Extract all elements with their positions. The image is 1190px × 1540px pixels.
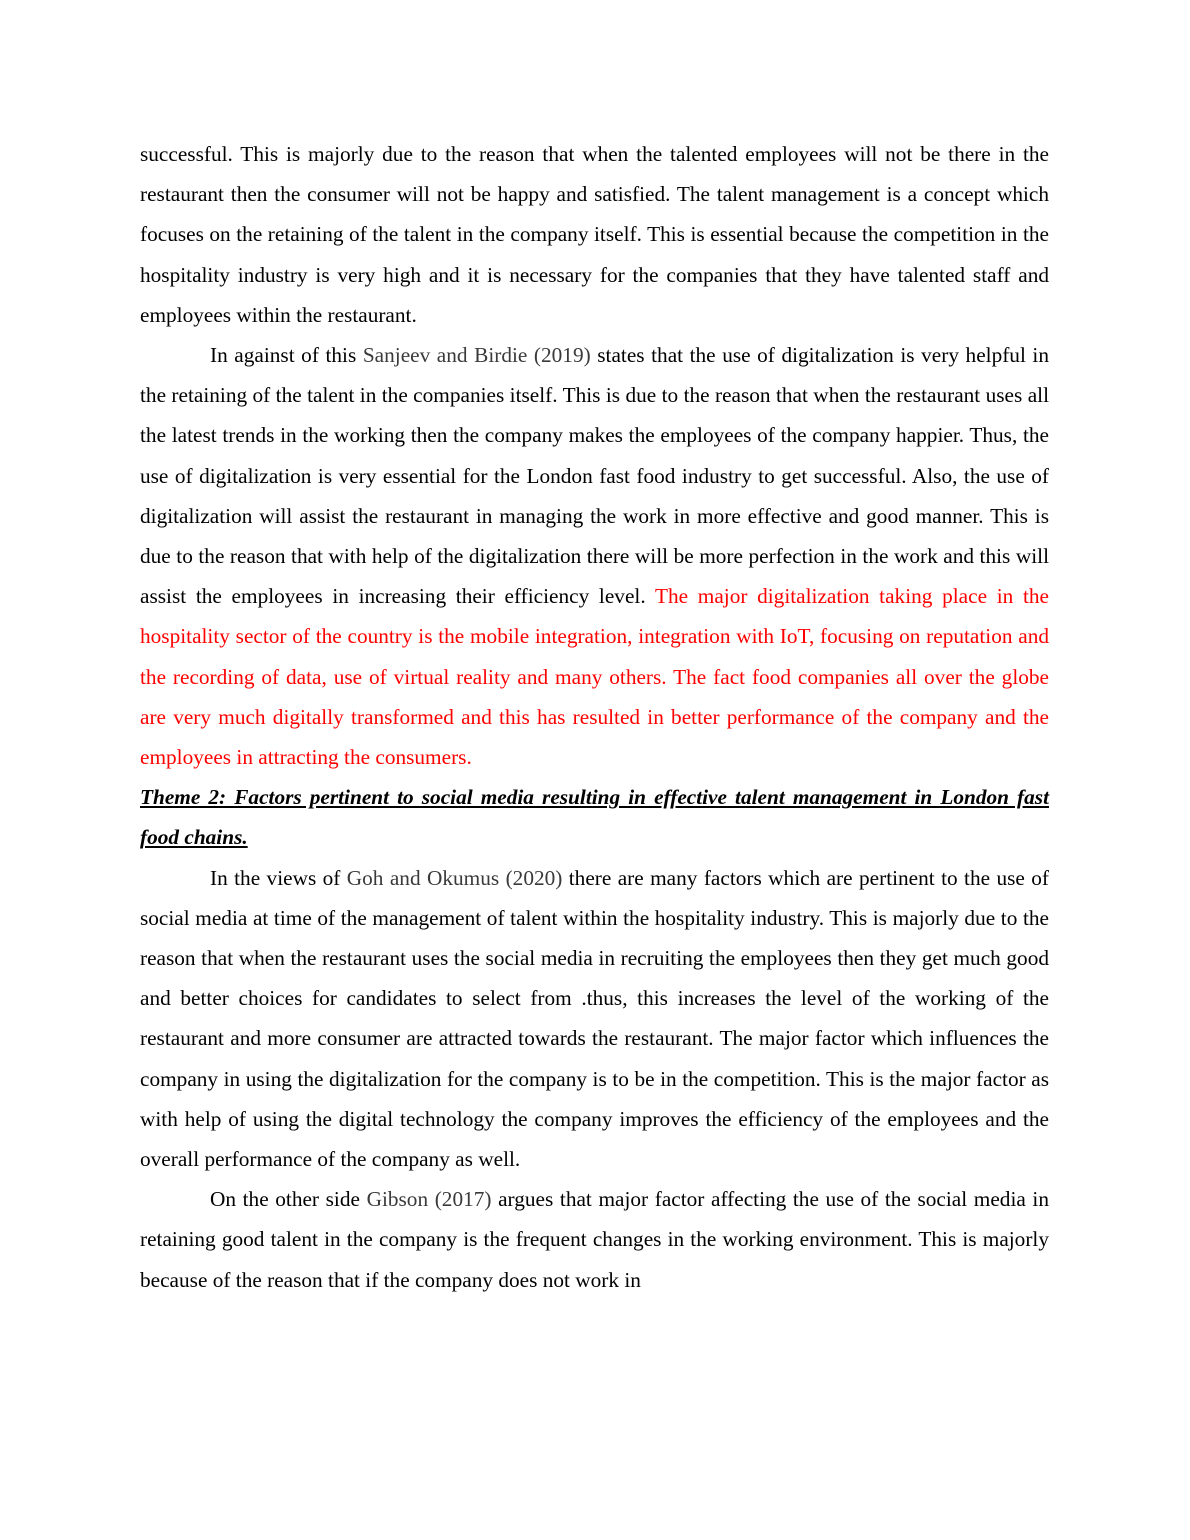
- paragraph-lead: In against of this: [210, 343, 363, 368]
- citation-sanjeev-birdie: Sanjeev and Birdie (2019): [362, 343, 591, 368]
- citation-gibson: Gibson (2017): [366, 1187, 492, 1212]
- paragraph-lead: In the views of: [210, 865, 347, 890]
- paragraph-body: there are many factors which are pertinent to the use of social media at time of the management of talent within the hospitality industry. This is majorly due to the reason that when the restaurant uses the social media in recruiting the employees then they get much good and better choices for candidates to select from .thus, this increases the level of the working of the restaurant and more consumer are attracted towards the restaurant. The major factor which influences the company in using the digitalization for the company is to be in the competition. This is the major factor as with help of using the digital technology the company improves the efficiency of the employees and the overall performance of the company as well.: [140, 865, 1049, 1172]
- paragraph-social-media-factors: [140, 858, 1049, 1180]
- paragraph-lead: On the other side: [210, 1187, 367, 1212]
- citation-goh-okumus: Goh and Okumus (2020): [346, 865, 563, 890]
- section-heading-theme-2: Theme 2: Factors pertinent to social media resulting in effective talent management in London fast food chains.: [140, 785, 1049, 850]
- paragraph-working-environment: [140, 1179, 1049, 1300]
- paragraph-digitalization: [140, 335, 1049, 777]
- paragraph-body: states that the use of digitalization is very helpful in the retaining of the talent in the companies itself. This is due to the reason that when the restaurant uses all the latest trends in the working then the company makes the employees of the company happier. Thus, the use of digitalization is very essential for the London fast food industry to get successful. Also, the use of digitalization will assist the restaurant in managing the work in more effective and good manner. This is due to the reason that with help of the digitalization there will be more perfection in the work and this will assist the employees in increasing their efficiency level.: [140, 343, 1049, 609]
- highlighted-text: The major digitalization taking place in the hospitality sector of the country is the mobile integration, integration with IoT, focusing on reputation and the recording of data, use of virtual reality and many others. The fact food companies all over the globe are very much digitally transformed and this has resulted in better performance of the company and the employees in attracting the consumers.: [140, 584, 1049, 770]
- paragraph-talent-management: successful. This is majorly due to the reason that when the talented employees will not be there in the restaurant then the consumer will not be happy and satisfied. The talent management is a concept which focuses on the retaining of the talent in the company itself. This is essential because the competition in the hospitality industry is very high and it is necessary for the companies that they have talented staff and employees within the restaurant.: [140, 142, 1049, 327]
- document-page: [140, 134, 1049, 1300]
- paragraph-body: argues that major factor affecting the use of the social media in retaining good talent in the company is the frequent changes in the working environment. This is majorly because of the reason that if the company does not work in: [140, 1187, 1049, 1292]
